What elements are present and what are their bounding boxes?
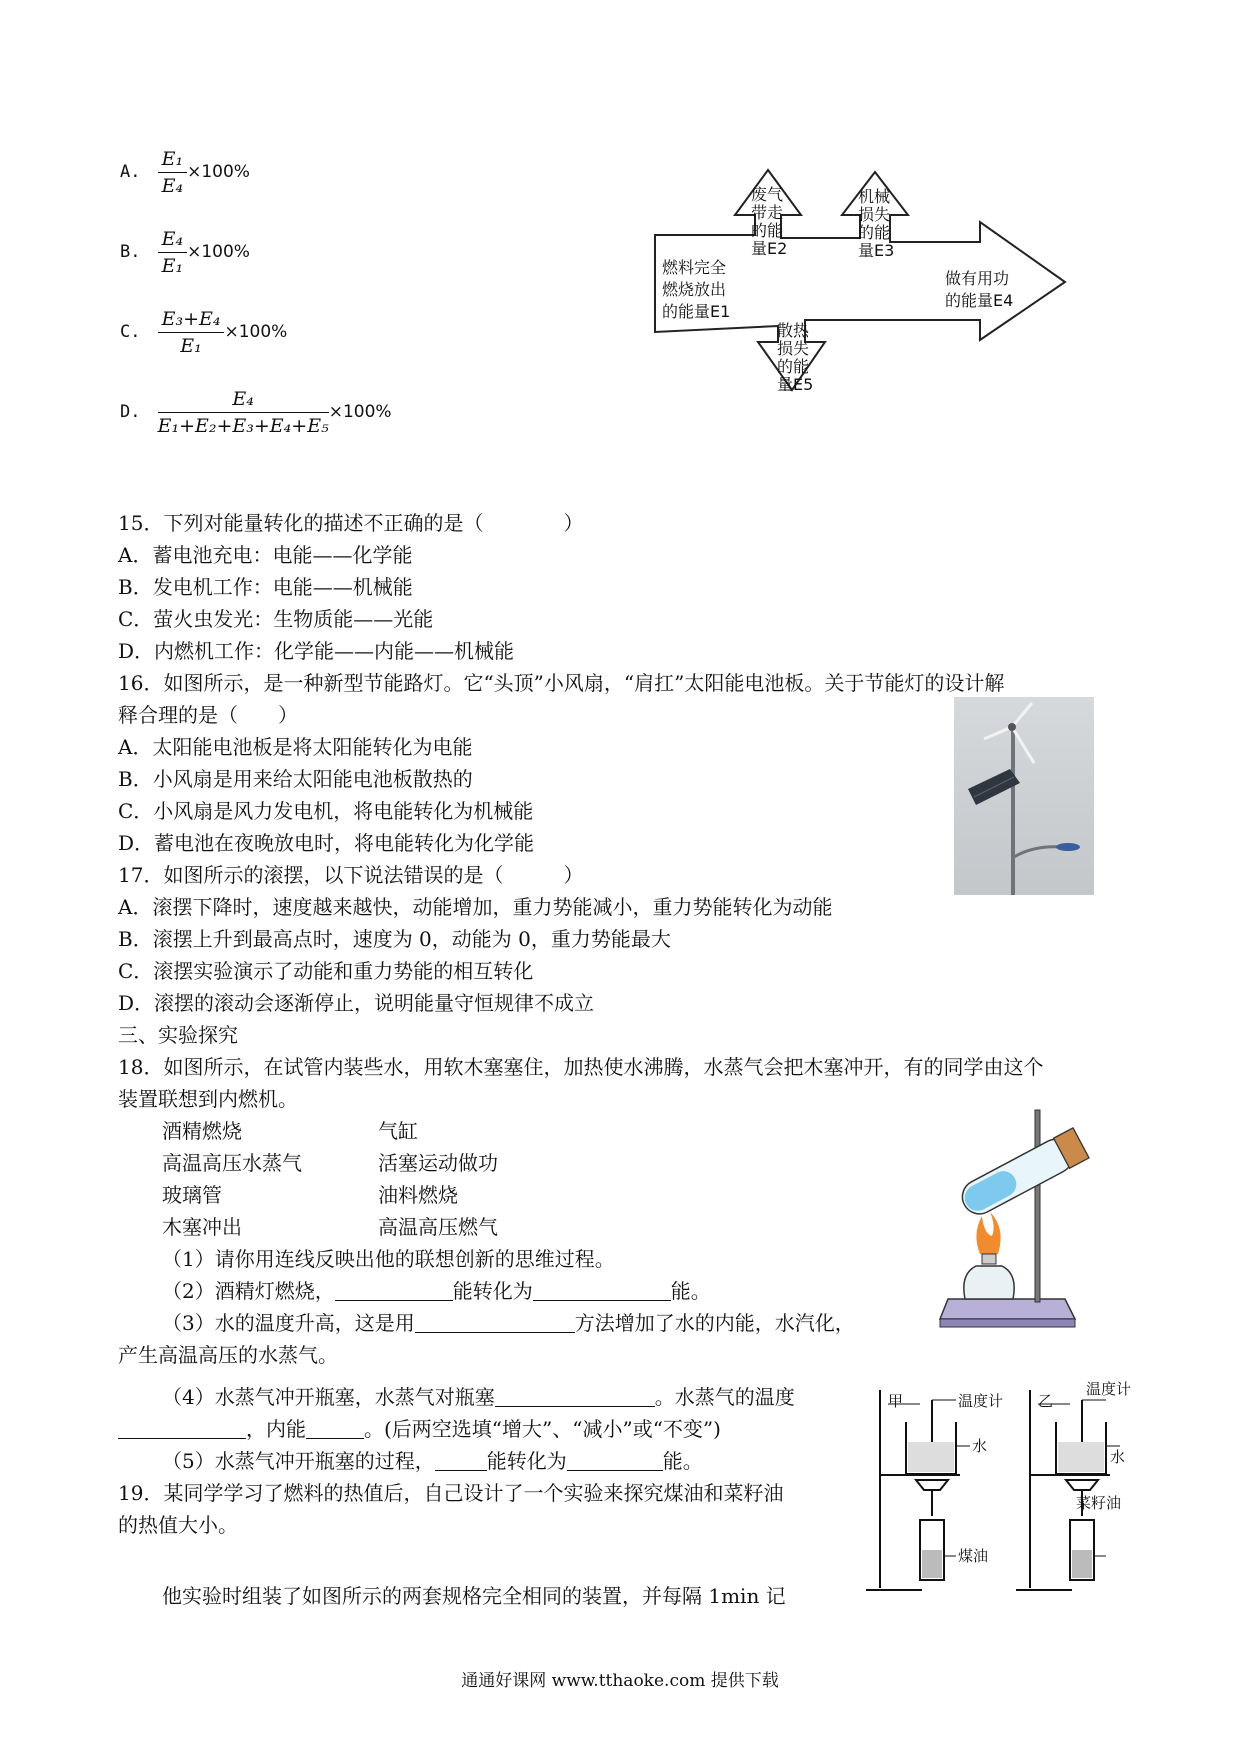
q18-right-item: 油料燃烧 xyxy=(378,1183,458,1207)
label-fuel-left: 煤油 xyxy=(958,1547,989,1565)
answer-blank[interactable] xyxy=(533,1280,671,1301)
percent-suffix: ×100% xyxy=(328,402,392,422)
option-label: A. xyxy=(120,162,141,182)
label-heat-1: 散热 xyxy=(777,321,810,340)
q18-sub1: （1）请你用连线反映出他的联想创新的思维过程。 xyxy=(162,1247,615,1271)
answer-blank[interactable] xyxy=(495,1386,655,1407)
q18-sub5 xyxy=(162,1447,703,1475)
label-exhaust-4: 量E2 xyxy=(751,239,788,258)
q16-stem-line2: 释合理的是（ ） xyxy=(118,703,298,727)
percent-suffix: ×100% xyxy=(224,322,288,342)
q17-option-c: C．滚摆实验演示了动能和重力势能的相互转化 xyxy=(118,959,534,983)
answer-blank[interactable] xyxy=(415,1312,575,1333)
q18-sub5-text: 能转化为 xyxy=(486,1449,567,1473)
q17-option-a: A．滚摆下降时，速度越来越快，动能增加，重力势能减小，重力势能转化为动能 xyxy=(118,895,833,919)
q14-option-a xyxy=(120,148,250,197)
q18-sub2-text: 能转化为 xyxy=(452,1279,533,1303)
flame-icon xyxy=(976,1212,1000,1254)
answer-blank[interactable] xyxy=(306,1418,364,1439)
q18-right-item: 高温高压燃气 xyxy=(378,1215,498,1239)
q17-option-d: D．滚摆的滚动会逐渐停止，说明能量守恒规律不成立 xyxy=(118,991,595,1015)
label-useful-1: 做有用功 xyxy=(945,269,1010,288)
q18-sub4-text: 。水蒸气的温度 xyxy=(654,1385,795,1409)
label-fuel-right: 菜籽油 xyxy=(1076,1494,1122,1512)
q17-option-b: B．滚摆上升到最高点时，速度为 0，动能为 0，重力势能最大 xyxy=(118,927,671,951)
fraction xyxy=(158,228,188,277)
q15-option-c: C．萤火虫发光：生物质能——光能 xyxy=(118,607,434,631)
q15-option-d: D．内燃机工作：化学能——内能——机械能 xyxy=(118,639,515,663)
label-heat-2: 损失 xyxy=(777,339,810,358)
label-water-left: 水 xyxy=(972,1437,988,1455)
q14-option-b xyxy=(120,228,250,277)
numerator: E₃+E₄ xyxy=(158,308,225,333)
option-label: C. xyxy=(120,322,141,342)
label-water-right: 水 xyxy=(1110,1448,1126,1466)
option-label: D. xyxy=(120,402,141,422)
label-mech-2: 损失 xyxy=(858,205,891,224)
label-mech-1: 机械 xyxy=(858,187,891,206)
q18-right-item: 气缸 xyxy=(378,1119,418,1143)
q18-sub3-text: 方法增加了水的内能，水汽化， xyxy=(574,1311,855,1335)
percent-suffix: ×100% xyxy=(187,242,250,262)
q18-sub3 xyxy=(162,1309,855,1337)
lamp-head-icon xyxy=(1056,843,1080,851)
q18-sub4-cont xyxy=(118,1415,721,1443)
fraction xyxy=(158,308,225,357)
q18-left-item: 高温高压水蒸气 xyxy=(162,1151,302,1175)
q18-left-item: 玻璃管 xyxy=(162,1183,222,1207)
q18-sub3-text: （3）水的温度升高，这是用 xyxy=(162,1311,415,1335)
q15-option-a: A．蓄电池充电：电能——化学能 xyxy=(118,543,413,567)
numerator: E₁ xyxy=(158,148,188,173)
label-source-3: 的能量E1 xyxy=(662,302,731,321)
label-source-1: 燃料完全 xyxy=(662,258,727,277)
energy-flow-diagram xyxy=(650,160,1080,430)
q18-sub4-text: （4）水蒸气冲开瓶塞，水蒸气对瓶塞 xyxy=(162,1385,495,1409)
denominator: E₄ xyxy=(161,175,184,197)
q18-sub5-text: 能。 xyxy=(662,1449,703,1473)
numerator: E₄ xyxy=(158,388,329,413)
diagram-labels xyxy=(662,185,1013,394)
q16-option-a: A．太阳能电池板是将太阳能转化为电能 xyxy=(118,735,473,759)
q18-sub4-text: ，内能 xyxy=(246,1417,306,1441)
label-left-tag: 甲 xyxy=(888,1392,904,1410)
q18-stem-line2: 装置联想到内燃机。 xyxy=(118,1087,298,1111)
label-heat-4: 量E5 xyxy=(777,375,814,394)
q18-stem-line1: 18．如图所示，在试管内装些水，用软木塞塞住，加热使水沸腾，水蒸气会把木塞冲开，有的同学由这个 xyxy=(118,1055,1044,1079)
option-label: B. xyxy=(120,242,141,262)
denominator: E₁ xyxy=(161,255,184,277)
q18-sub4 xyxy=(162,1383,795,1411)
q19-stem-line2: 的热值大小。 xyxy=(118,1513,238,1537)
label-exhaust-2: 带走 xyxy=(751,203,784,222)
q16-option-c: C．小风扇是风力发电机，将电能转化为机械能 xyxy=(118,799,534,823)
answer-blank[interactable] xyxy=(435,1450,487,1471)
q19-stem-line1: 19．某同学学习了燃料的热值后，自己设计了一个实验来探究煤油和菜籽油 xyxy=(118,1481,784,1505)
q16-option-b: B．小风扇是用来给太阳能电池板散热的 xyxy=(118,767,473,791)
fraction xyxy=(158,388,329,437)
q18-sub2-text: （2）酒精灯燃烧， xyxy=(162,1279,335,1303)
label-exhaust-1: 废气 xyxy=(751,185,784,204)
answer-blank[interactable] xyxy=(567,1450,663,1471)
label-source-2: 燃烧放出 xyxy=(662,280,727,299)
label-right-tag: 乙 xyxy=(1038,1392,1054,1410)
q16-stem-line1: 16．如图所示，是一种新型节能路灯。它“头顶”小风扇，“肩扛”太阳能电池板。关于节能灯的设计解 xyxy=(118,671,1005,695)
q18-sub2 xyxy=(162,1277,711,1305)
q18-left-item: 木塞冲出 xyxy=(162,1215,242,1239)
q17-stem: 17．如图所示的滚摆，以下说法错误的是（ ） xyxy=(118,863,584,887)
fraction xyxy=(158,148,188,197)
q15-stem: 15．下列对能量转化的描述不正确的是（ ） xyxy=(118,511,584,535)
answer-blank[interactable] xyxy=(118,1418,246,1439)
q14-option-d xyxy=(120,388,392,437)
label-mech-4: 量E3 xyxy=(858,241,895,260)
label-useful-2: 的能量E4 xyxy=(945,291,1014,310)
q18-sub2-text: 能。 xyxy=(670,1279,711,1303)
answer-blank[interactable] xyxy=(335,1280,453,1301)
q18-left-item: 酒精燃烧 xyxy=(162,1119,242,1143)
q19-stem-line3: 他实验时组装了如图所示的两套规格完全相同的装置，并每隔 1min 记 xyxy=(162,1584,786,1608)
denominator: E₁ xyxy=(180,335,202,357)
q18-sub3-cont: 产生高温高压的水蒸气。 xyxy=(118,1343,338,1367)
percent-suffix: ×100% xyxy=(187,162,250,182)
section-heading: 三、实验探究 xyxy=(118,1023,238,1047)
q18-sub5-text: （5）水蒸气冲开瓶塞的过程， xyxy=(162,1449,435,1473)
label-mech-3: 的能 xyxy=(858,223,891,242)
q18-right-item: 活塞运动做功 xyxy=(378,1151,498,1175)
test-tube-apparatus xyxy=(920,1104,1100,1334)
alcohol-lamp-icon xyxy=(964,1266,1014,1299)
page-footer: 通通好课网 www.tthaoke.com 提供下载 xyxy=(461,1671,779,1691)
q15-option-b: B．发电机工作：电能——机械能 xyxy=(118,575,413,599)
q18-sub4-text: 。(后两空选填“增大”、“减小”或“不变”) xyxy=(364,1417,721,1441)
label-heat-3: 的能 xyxy=(777,357,810,376)
label-thermometer-right: 温度计 xyxy=(1086,1380,1132,1398)
fuel-heat-apparatus xyxy=(860,1380,1132,1602)
q14-option-c xyxy=(120,308,287,357)
label-thermometer-left: 温度计 xyxy=(958,1392,1004,1410)
q16-option-d: D．蓄电池在夜晚放电时，将电能转化为化学能 xyxy=(118,831,535,855)
street-lamp-photo xyxy=(954,697,1094,895)
label-exhaust-3: 的能 xyxy=(751,221,784,240)
numerator: E₄ xyxy=(158,228,188,253)
denominator: E₁+E₂+E₃+E₄+E₅ xyxy=(157,415,329,437)
